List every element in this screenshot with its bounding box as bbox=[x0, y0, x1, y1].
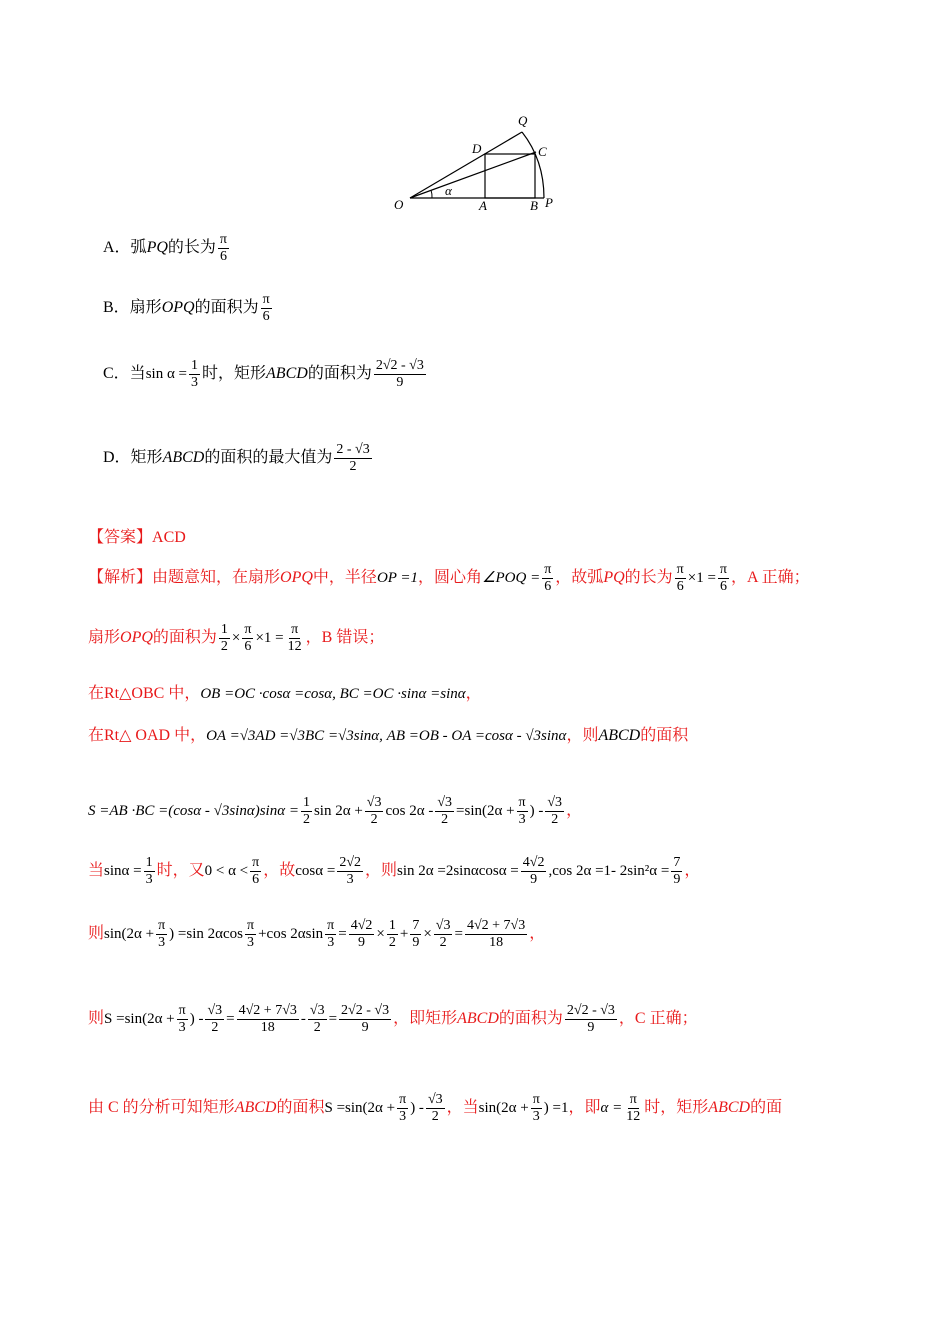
label-D: D bbox=[472, 141, 482, 156]
label-P: P bbox=[545, 195, 553, 210]
label-A: A bbox=[479, 198, 487, 213]
option-b: B．扇形OPQ的面积为 $\frac{\pi}{6}$ bbox=[103, 292, 270, 324]
analysis-line-3: 在Rt△OBC 中，OB =OC ·cosα =cosα, BC =OC ·sinα =sinα， bbox=[88, 685, 482, 702]
answer-line: 【答案】ACD bbox=[88, 529, 186, 546]
fraction: $\frac{2 - √3}{2}$ bbox=[336, 442, 370, 474]
label-O: O bbox=[394, 197, 404, 212]
label-C: C bbox=[538, 144, 547, 159]
analysis-line-7: 则sin(2α + $\frac{\pi}{3}$ ) =sin 2αcos $\frac{\pi}{3}$ +cos 2αsin $\frac{\pi}{3}$ = $\frac{4√2}{9}$ × $\frac{1}{2}$ + $\frac{7}{9}$ × $\frac{√3}{2}$ = $\frac{4√2 + 7√3}{18}$ ， bbox=[88, 918, 546, 950]
option-d: D．矩形ABCD的面积的最大值为 $\frac{2 - √3}{2}$ bbox=[103, 442, 370, 474]
option-c: C．当sin α = $\frac{1}{3}$ 时，矩形ABCD的面积为 $\frac{2√2 - √3}{9}$ bbox=[103, 358, 424, 390]
option-a: A．弧PQ的长为 $\frac{\pi}{6}$ bbox=[103, 232, 227, 264]
analysis-line-4: 在Rt△ OAD 中，OA =√3AD =√3BC =√3sinα, AB =OB - OA =cosα - √3sinα，则ABCD的面积 bbox=[88, 727, 689, 744]
analysis-line-1: 【解析】由题意知，在扇形OPQ中，半径OP =1，圆心角∠POQ = $\frac{\pi}{6}$ ，故弧PQ的长为 $\frac{\pi}{6}$ ×1 = $\frac{\pi}{6}$ ，A 正确； bbox=[88, 562, 810, 594]
fraction: $\frac{\pi}{6}$ bbox=[262, 292, 270, 324]
analysis-line-9: 由 C 的分析可知矩形ABCD的面积S =sin(2α + $\frac{\pi}{3}$ ) - $\frac{√3}{2}$ ，当sin(2α + $\frac{\pi}{3}$ ) =1，即α = $\frac{\pi}{12}$ 时，矩形ABCD的面 bbox=[88, 1092, 783, 1124]
analysis-line-8: 则S =sin(2α + $\frac{\pi}{3}$ ) - $\frac{√3}{2}$ = $\frac{4√2 + 7√3}{18}$ - $\frac{√3}{2}$ = $\frac{2√2 - √3}{9}$ ，即矩形ABCD的面积为 $\frac{2√2 - √3}{9}$ ，C 正确； bbox=[88, 1003, 698, 1035]
fraction: $\frac{1}{3}$ bbox=[191, 358, 199, 390]
analysis-line-2: 扇形OPQ的面积为 $\frac{1}{2}$ × $\frac{\pi}{6}$ ×1 = $\frac{\pi}{12}$ ，B 错误； bbox=[88, 622, 385, 654]
sector-figure bbox=[390, 110, 560, 215]
label-B: B bbox=[530, 198, 538, 213]
label-Q: Q bbox=[518, 113, 528, 128]
fraction: $\frac{2√2 - √3}{9}$ bbox=[375, 358, 424, 390]
analysis-line-5: S =AB ·BC =(cosα - √3sinα)sinα = $\frac{1}{2}$ sin 2α + $\frac{√3}{2}$ cos 2α - $\frac{√3}{2}$ =sin(2α + $\frac{\pi}{3}$ ) - $\frac{√3}{2}$ ， bbox=[88, 795, 583, 827]
analysis-line-6: 当sinα = $\frac{1}{3}$ 时，又0 < α < $\frac{\pi}{6}$ ，故cosα = $\frac{2√2}{3}$ ，则sin 2α =2sinαcosα = $\frac{4√2}{9}$ ,cos 2α =1- 2sin²α = $\frac{7}{9}$ ， bbox=[88, 855, 701, 887]
fraction: $\frac{\pi}{6}$ bbox=[219, 232, 227, 264]
label-alpha: α bbox=[445, 183, 452, 198]
